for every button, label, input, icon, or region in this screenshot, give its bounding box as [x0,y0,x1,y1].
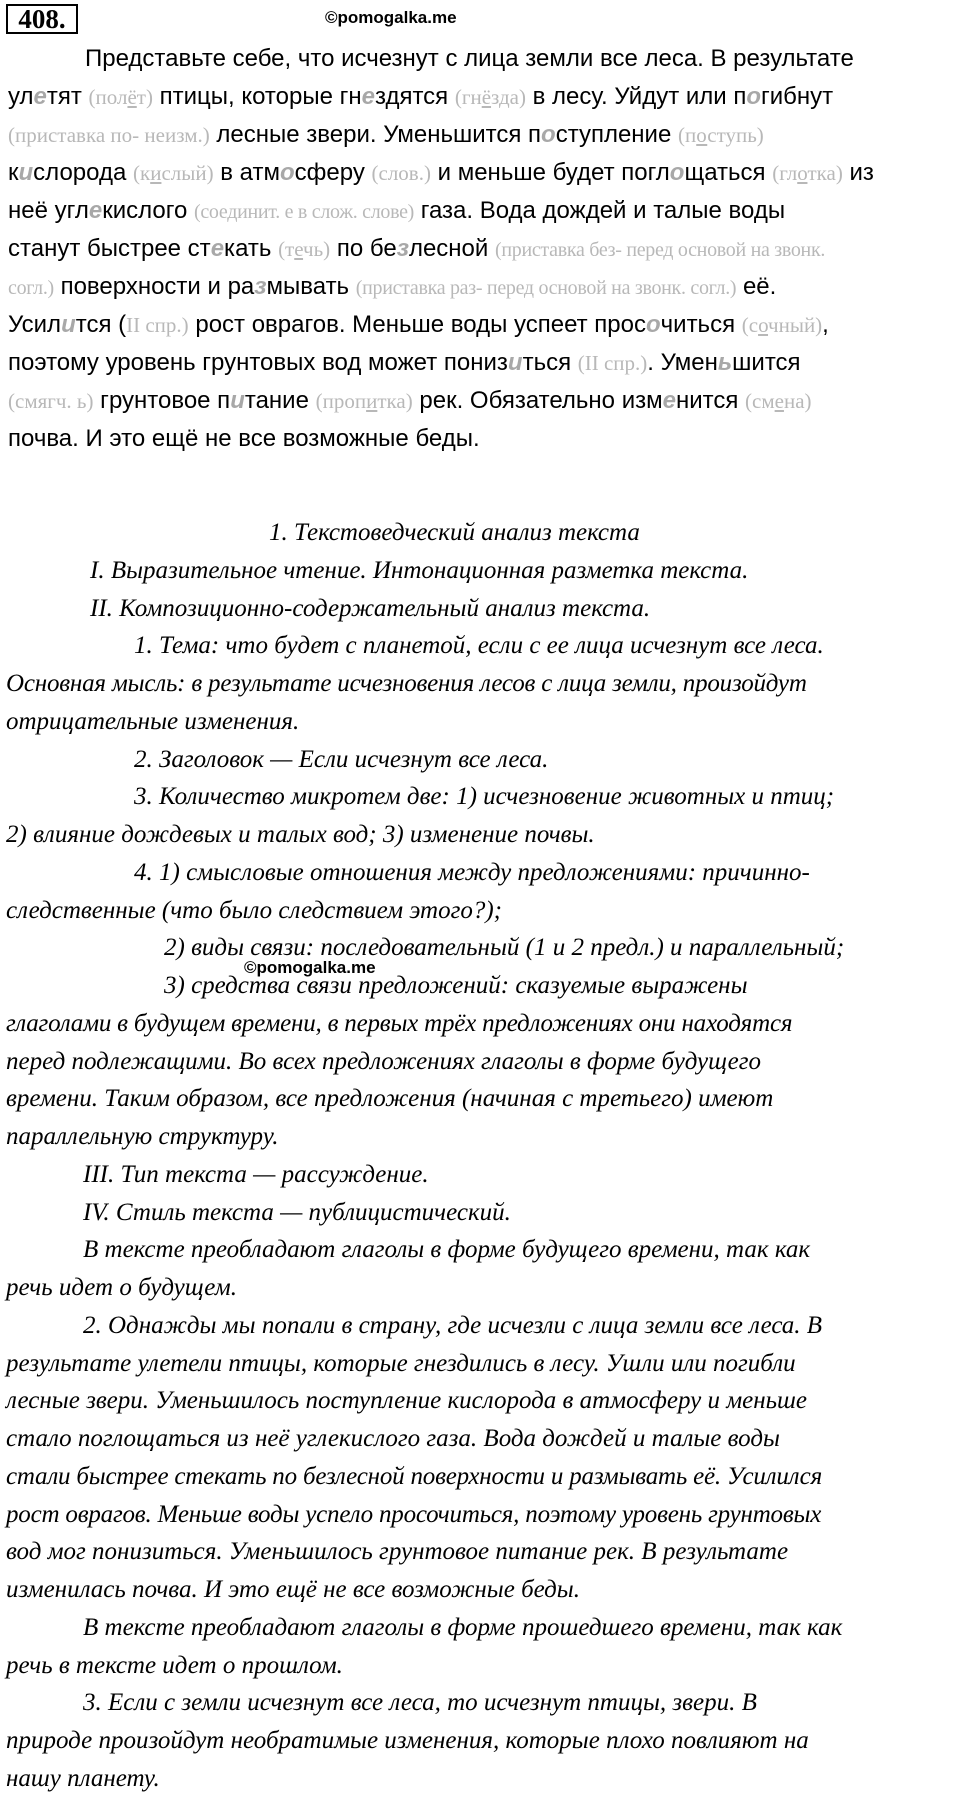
analysis-line: 2) влияние дождевых и талых вод; 3) изменение почвы. [6,821,595,848]
orthogram-letter: ь [717,349,733,376]
text-segment: Усил [8,311,62,338]
text-segment: слорода [33,159,133,186]
rule-hint: о [797,161,808,185]
rule-hint: (к [132,161,151,185]
rule-hint: (приставка раз- перед основой на звонк. согл.) [355,277,737,299]
text-segment: кислого [102,197,194,224]
exercise-line [8,116,956,154]
exercise-text [8,40,956,458]
text-segment: гибнут [761,83,834,110]
orthogram-letter: и [61,311,76,338]
text-segment: кать [224,235,279,262]
text-segment: к [8,159,19,186]
rule-hint: (проп [315,389,367,413]
analysis-line: III. Тип текста — рассуждение. [83,1160,429,1188]
text-segment: рек. Обязательно изм [412,387,663,414]
exercise-number: 408. [6,4,78,34]
orthogram-letter: е [210,235,225,262]
rule-hint: (п [677,123,697,147]
rule-hint: (слов.) [371,161,431,185]
text-segment: неё угл [8,197,89,224]
exercise-line [8,344,956,382]
text-segment: щаться [684,159,773,186]
rule-hint: (пол [88,85,128,109]
text-segment: поэтому уровень грунтовых вод может пониз [8,349,508,376]
text-segment: читься [660,311,742,338]
analysis-line: 2) виды связи: последовательный (1 и 2 предл.) и параллельный; [164,934,845,962]
exercise-line [8,306,956,344]
analysis-line: I. Выразительное чтение. Интонационная разметка текста. [90,556,749,584]
analysis-line: В тексте преобладают глаголы в форме будущего времени, так как [83,1236,811,1264]
orthogram-letter: и [18,159,34,186]
rule-hint: (с [741,313,759,337]
section-heading: 1. Текстоведческий анализ текста [269,519,640,546]
analysis-line: нашу планету. [6,1764,160,1792]
orthogram-letter: и [507,349,523,376]
rule-hint: (гн [454,85,482,109]
rule-hint: (приставка по- неизм.) [8,123,210,147]
text-segment: рост оврагов. Меньше воды успеет прос [188,311,646,338]
text-segment: станут быстрее ст [8,235,211,262]
text-segment: тят [46,83,89,110]
analysis-line: стало поглощаться из неё углекислого газа. Вода дождей и талые воды [6,1425,780,1452]
analysis-line: IV. Стиль текста — публицистический. [83,1198,511,1226]
rule-hint: (т [278,237,295,261]
answer-analysis [6,514,956,1798]
exercise-line [8,192,956,230]
analysis-line: глаголами в будущем времени, в первых трёх предложениях они находятся [6,1009,793,1037]
rule-hint: о [696,123,708,147]
analysis-line: 1. Тема: что будет с планетой, если с ее лица исчезнут все леса. [134,632,824,660]
analysis-line: результате улетели птицы, которые гнездились в лесу. Ушли или погибли [6,1349,796,1377]
analysis-line: 2. Однажды мы попали в страну, где исчезли с лица земли все леса. В [83,1311,823,1339]
text-segment: лесные звери. Уменьшится п [209,121,542,148]
text-segment: лесной [408,235,495,262]
text-segment: мывать [266,273,356,300]
exercise-line [8,40,956,78]
analysis-line: 3. Если с земли исчезнут все леса, то исчезнут птицы, звери. В [83,1689,757,1717]
analysis-line: изменилась почва. И это ещё не все возможные беды. [6,1576,580,1603]
analysis-line: природе произойдут необратимые изменения, которые плохо повлияют на [6,1727,809,1754]
analysis-line: Основная мысль: в результате исчезновения лесов с лица земли, произойдут [6,670,807,697]
watermark-top: ©pomogalka.me [325,8,457,27]
text-segment: из [842,159,874,186]
text-segment: ул [8,83,34,110]
watermark-middle: ©pomogalka.me [244,958,376,977]
text-segment: ться [522,349,578,376]
text-segment: газа. Вода дождей и талые воды [414,197,786,224]
text-segment: грунтовое п [93,387,231,414]
orthogram-letter: е [88,197,103,224]
text-segment: , [822,311,829,338]
analysis-line: 3. Количество микротем две: 1) исчезновение животных и птиц; [134,783,835,811]
orthogram-letter: о [746,83,762,110]
rule-hint: ё [127,85,137,109]
text-segment: тание [244,387,316,414]
text-segment: в атм [213,159,280,186]
text-segment: по бе [330,235,397,262]
rule-hint: зда) [491,85,526,109]
analysis-line: 4. 1) смысловые отношения между предложениями: причинно- [134,858,810,886]
rule-hint: (смягч. ь) [8,389,94,413]
analysis-line: стали быстрее стекать по безлесной поверхности и размывать её. Усилился [6,1462,823,1490]
analysis-line: В тексте преобладают глаголы в форме прошедшего времени, так как [83,1613,843,1641]
rule-hint: (приставка без- перед основой на звонк. [494,239,826,261]
orthogram-letter: з [396,235,409,262]
analysis-line: времени. Таким образом, все предложения (начиная с третьего) имеют [6,1085,774,1113]
text-segment: в лесу. Уйдут или п [525,83,747,110]
text-segment: и меньше будет погл [430,159,670,186]
analysis-line: 3) средства связи предложений: сказуемые выражены [164,972,748,999]
text-segment: поверхности и ра [53,273,255,300]
orthogram-letter: о [645,311,661,338]
rule-hint: е [774,389,784,413]
text-segment: нится [675,387,746,414]
analysis-line: речь идет о будущем. [6,1274,237,1301]
rule-hint: е [294,237,304,261]
rule-hint: (гл [772,161,798,185]
rule-hint: слый) [161,161,214,185]
analysis-line: II. Композиционно-содержательный анализ текста. [90,594,651,622]
orthogram-letter: з [254,273,267,300]
text-segment: птицы, которые гн [152,83,362,110]
rule-hint: (см [745,389,775,413]
text-segment: . Умен [647,349,718,376]
text-segment: здятся [374,83,455,110]
rule-hint: на) [783,389,812,413]
text-segment: ступление [555,121,678,148]
orthogram-letter: е [33,83,47,110]
analysis-line: вод мог понизиться. Уменьшилось грунтовое питание рек. В результате [6,1538,789,1566]
orthogram-letter: и [230,387,245,414]
analysis-line: 2. Заголовок — Если исчезнут все леса. [134,745,549,773]
rule-hint: тка) [807,161,843,185]
text-segment: шится [732,349,801,376]
analysis-line: перед подлежащими. Во всех предложениях глаголы в форме будущего [6,1047,761,1075]
rule-hint: о [758,313,769,337]
rule-hint: т) [136,85,153,109]
rule-hint: (II спр.) [577,351,648,375]
rule-hint: ё [481,85,492,109]
rule-hint: согл.) [8,277,54,299]
text-segment: сферу [294,159,372,186]
rule-hint: и [150,161,162,185]
rule-hint: ступь) [707,123,764,147]
orthogram-letter: е [361,83,375,110]
orthogram-letter: е [662,387,676,414]
analysis-line: речь в тексте идет о прошлом. [6,1651,343,1679]
analysis-line: рост оврагов. Меньше воды успело просочиться, поэтому уровень грунтовых [6,1500,822,1528]
analysis-line: отрицательные изменения. [6,707,300,735]
rule-hint: чный) [768,313,823,337]
analysis-line: лесные звери. Уменьшилось поступление кислорода в атмосферу и меньше [6,1387,808,1415]
rule-hint: (соединит. е в слож. слове) [194,201,415,223]
orthogram-letter: о [280,159,295,186]
orthogram-letter: о [541,121,556,148]
exercise-line [8,154,956,192]
rule-hint: чь) [303,237,331,261]
text-segment: тся ( [75,311,127,338]
rule-hint: II спр.) [126,313,189,337]
exercise-line [8,230,956,268]
exercise-line [8,420,956,458]
text-segment: почва. И это ещё не все возможные беды. [8,425,480,452]
exercise-line [8,382,956,420]
rule-hint: и [366,389,378,413]
rule-hint: тка) [377,389,413,413]
orthogram-letter: о [669,159,685,186]
exercise-line [8,268,956,306]
analysis-line: параллельную структуру. [6,1123,279,1150]
text-segment: её. [736,273,777,300]
exercise-line [8,78,956,116]
text-segment: Представьте себе, что исчезнут с лица земли все леса. В результате [85,45,854,72]
analysis-line: следственные (что было следствием этого?); [6,896,503,924]
